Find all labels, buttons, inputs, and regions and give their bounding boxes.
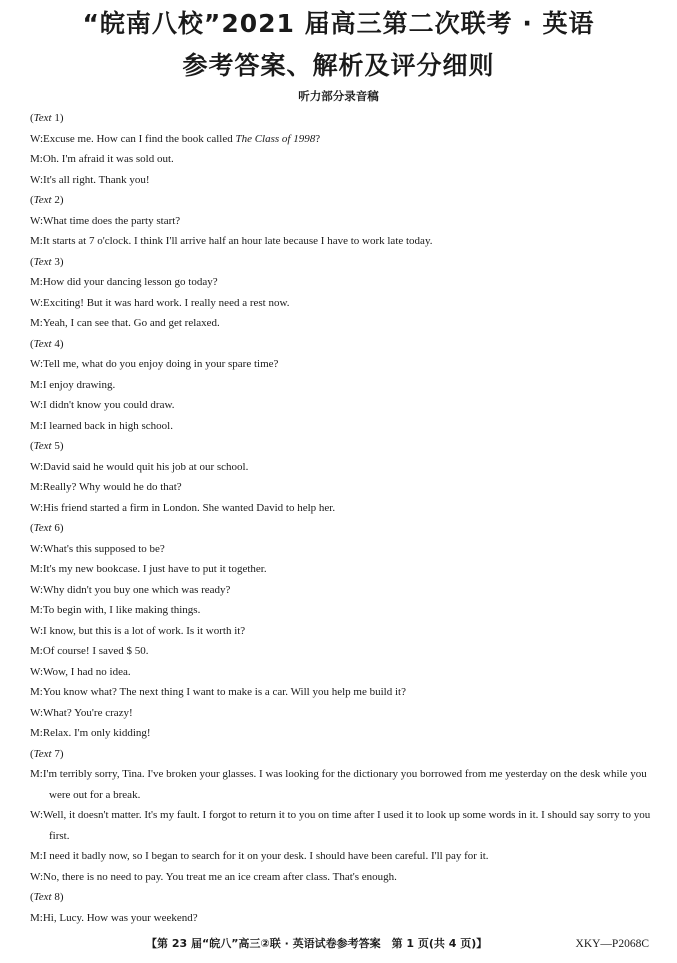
- text-section-label: (Text 5): [30, 440, 64, 452]
- dialogue-text: Yeah, I can see that. Go and get relaxed.: [42, 317, 220, 329]
- dialogue-line: [30, 580, 655, 601]
- dialogue-line: [30, 764, 655, 805]
- speaker-label: M:: [30, 727, 43, 739]
- dialogue-line: [30, 313, 655, 334]
- text-section-label: (Text 7): [30, 747, 64, 760]
- dialogue-text: I enjoy drawing.: [42, 378, 116, 391]
- dialogue-text: Tell me, what do you enjoy doing in your spare time?: [43, 358, 279, 370]
- dialogue-text: It starts at 7 o'clock. I think I'll arrive half an hour late because I have to work late today.: [42, 235, 433, 247]
- dialogue-line: [30, 805, 655, 846]
- dialogue-text: Really? Why would he do that?: [42, 481, 182, 493]
- dialogue-text-end: ?: [315, 132, 321, 145]
- dialogue-text: Well, it doesn't matter. It's my fault. I forgot to return it to you on time after I used it to look up some words in it. I should say sorry to you first.: [43, 809, 651, 842]
- text-section-label: (Text 1): [30, 112, 64, 124]
- speaker-label: W:: [30, 132, 44, 145]
- speaker-label: M:: [30, 276, 43, 288]
- speaker-label: M:: [30, 645, 43, 657]
- speaker-label: W:: [30, 583, 44, 596]
- text-section-label: (Text 3): [30, 255, 64, 268]
- dialogue-text: I know, but this is a lot of work. Is it worth it?: [43, 624, 246, 637]
- listening-transcript: [30, 108, 655, 928]
- page-footer: [0, 935, 677, 953]
- dialogue-line: [30, 539, 655, 560]
- dialogue-line: [30, 354, 655, 375]
- dialogue-text: What's this supposed to be?: [43, 542, 165, 555]
- dialogue-text: You know what? The next thing I want to make is a car. Will you help me build it?: [42, 686, 406, 698]
- dialogue-text: It's my new bookcase. I just have to put it together.: [42, 563, 267, 575]
- dialogue-text: How did your dancing lesson go today?: [42, 276, 218, 288]
- speaker-label: W:: [30, 665, 44, 678]
- speaker-label: M:: [30, 686, 43, 698]
- speaker-label: W:: [30, 296, 44, 309]
- dialogue-text: Exciting! But it was hard work. I really need a rest now.: [43, 296, 290, 309]
- dialogue-line: [30, 272, 655, 293]
- dialogue-line: [30, 662, 655, 683]
- speaker-label: W:: [30, 173, 44, 186]
- dialogue-text: Why didn't you buy one which was ready?: [43, 583, 231, 596]
- speaker-label: W:: [30, 358, 44, 370]
- dialogue-text: David said he would quit his job at our school.: [43, 460, 249, 473]
- dialogue-line: [30, 559, 655, 580]
- footer-doc-code: XKY—P2068C: [575, 938, 649, 950]
- dialogue-text: It's all right. Thank you!: [43, 173, 150, 186]
- dialogue-text: Wow, I had no idea.: [43, 665, 131, 678]
- speaker-label: M:: [30, 378, 43, 391]
- dialogue-text: I didn't know you could draw.: [43, 399, 175, 411]
- speaker-label: M:: [30, 419, 43, 432]
- dialogue-line: [30, 723, 655, 744]
- dialogue-text: Excuse me. How can I find the book called: [43, 132, 236, 145]
- speaker-label: W:: [30, 624, 44, 637]
- speaker-label: M:: [30, 850, 43, 862]
- dialogue-line: [30, 682, 655, 703]
- speaker-label: M:: [30, 768, 43, 780]
- dialogue-line: [30, 846, 655, 867]
- dialogue-line: [30, 867, 655, 888]
- dialogue-line: [30, 211, 655, 232]
- speaker-label: W:: [30, 542, 44, 555]
- dialogue-line: [30, 231, 655, 252]
- dialogue-line: [30, 129, 655, 150]
- dialogue-text: Relax. I'm only kidding!: [42, 727, 151, 739]
- dialogue-line: [30, 395, 655, 416]
- speaker-label: W:: [30, 501, 44, 514]
- document-title: “皖南八校”2021 届高三第二次联考 · 英语: [82, 9, 595, 38]
- dialogue-line: [30, 149, 655, 170]
- speaker-label: W:: [30, 870, 44, 883]
- speaker-label: W:: [30, 214, 44, 227]
- speaker-label: W:: [30, 399, 44, 411]
- dialogue-text: No, there is no need to pay. You treat me an ice cream after class. That's enough.: [43, 870, 397, 883]
- dialogue-line: [30, 416, 655, 437]
- dialogue-text: Oh. I'm afraid it was sold out.: [42, 153, 174, 165]
- dialogue-line: [30, 375, 655, 396]
- dialogue-text: To begin with, I like making things.: [42, 604, 201, 616]
- dialogue-text: I learned back in high school.: [42, 419, 173, 432]
- speaker-label: M:: [30, 911, 43, 924]
- dialogue-line: [30, 498, 655, 519]
- dialogue-line: [30, 703, 655, 724]
- dialogue-line: [30, 293, 655, 314]
- dialogue-line: [30, 908, 655, 929]
- footer-page-info: 【第 23 届“皖八”高三②联 · 英语试卷参考答案 第 1 页(共 4 页)】: [146, 937, 488, 950]
- dialogue-line: [30, 600, 655, 621]
- speaker-label: W:: [30, 460, 44, 473]
- dialogue-text: Hi, Lucy. How was your weekend?: [42, 911, 198, 924]
- speaker-label: M:: [30, 153, 43, 165]
- speaker-label: M:: [30, 604, 43, 616]
- speaker-label: M:: [30, 235, 43, 247]
- dialogue-text: I'm terribly sorry, Tina. I've broken your glasses. I was looking for the dictionary you borrowed from me yesterday on the desk while you were out for a break.: [42, 768, 647, 801]
- dialogue-text: His friend started a firm in London. She wanted David to help her.: [43, 501, 336, 514]
- dialogue-text: Of course! I saved $ 50.: [42, 645, 149, 657]
- dialogue-text: What? You're crazy!: [43, 706, 133, 719]
- book-title: The Class of 1998: [235, 132, 316, 145]
- dialogue-line: [30, 170, 655, 191]
- speaker-label: M:: [30, 317, 43, 329]
- speaker-label: W:: [30, 706, 44, 719]
- speaker-label: M:: [30, 563, 43, 575]
- dialogue-line: [30, 457, 655, 478]
- text-section-label: (Text 6): [30, 522, 64, 534]
- text-section-label: (Text 8): [30, 891, 64, 903]
- speaker-label: M:: [30, 481, 43, 493]
- text-section-label: (Text 4): [30, 337, 64, 350]
- section-heading: 听力部分录音稿: [298, 89, 379, 103]
- document-subtitle: 参考答案、解析及评分细则: [182, 51, 495, 80]
- dialogue-text: What time does the party start?: [43, 214, 181, 227]
- dialogue-text: I need it badly now, so I began to search for it on your desk. I should have been careful. I'll pay for it.: [42, 850, 489, 862]
- dialogue-line: [30, 477, 655, 498]
- text-section-label: (Text 2): [30, 194, 64, 206]
- speaker-label: W:: [30, 809, 44, 821]
- dialogue-line: [30, 621, 655, 642]
- dialogue-line: [30, 641, 655, 662]
